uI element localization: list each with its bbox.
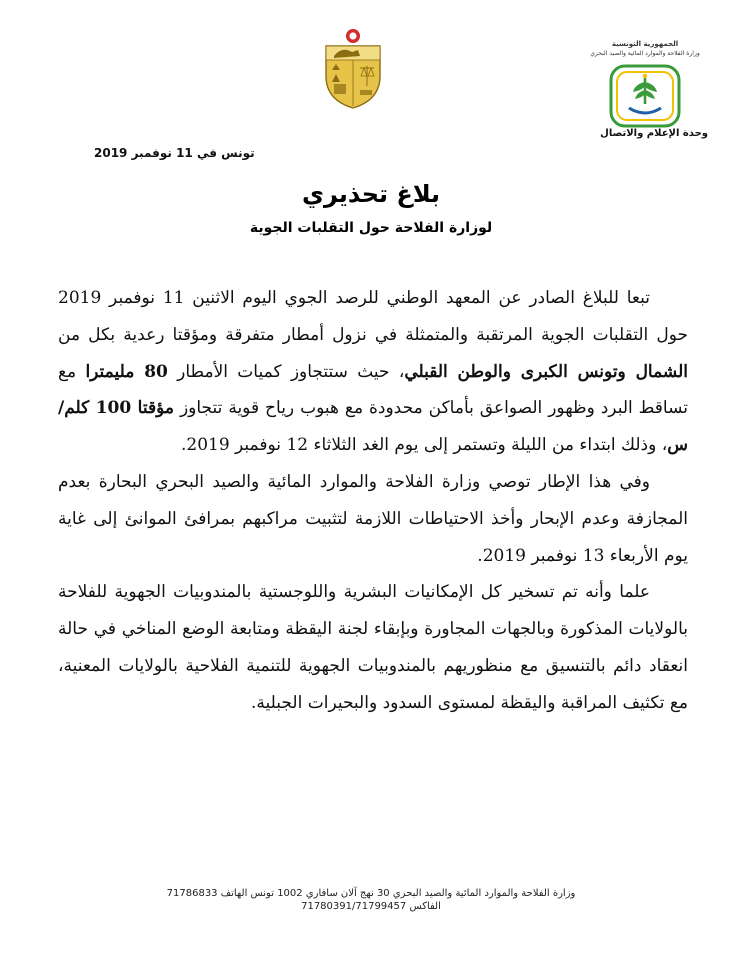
coat-of-arms-icon [320, 28, 386, 110]
p1-bold-wind: مؤقتا 100 كلم/س [58, 398, 688, 456]
unit-name: وحدة الإعلام والاتصال [600, 128, 708, 139]
p1-text-1: تبعا للبلاغ الصادر عن المعهد الوطني للرصد الجوي اليوم الاثنين 11 نوفمبر 2019 حول التقلبات الجوية المرتقبة والمتمثلة في نزول أمطار متفرقة ومؤقتا رعدية بكل من [58, 288, 688, 345]
ministry-line-1: الجمهورية التونسية [611, 40, 679, 48]
ministry-line-2: وزارة الفلاحة والموارد المائية والصيد البحري [590, 50, 700, 57]
footer-fax: الفاكس 71780391/71799457 [301, 901, 441, 912]
ministry-logo-icon [609, 64, 681, 128]
body-paragraph-3: علما وأنه تم تسخير كل الإمكانيات البشرية واللوجستية بالمندوبيات الجهوية للفلاحة بالولايات المذكورة وبالجهات المجاورة وبإبقاء لجنة اليقظة ومتابعة الوضع المناخي في حالة انعقاد دائم بالتنسيق مع منظوريهم بالمندوبيات الجهوية للتنمية الفلاحية بالولايات المعنية، مع تكثيف المراقبة واليقظة لمستوى السدود والبحيرات الجبلية. [58, 582, 688, 713]
date-line: تونس في 11 نوفمبر 2019 [94, 146, 255, 160]
p1-text-4: ، وذلك ابتداء من الليلة وتستمر إلى يوم الغد الثلاثاء 12 نوفمبر 2019. [180, 435, 668, 456]
footer [0, 887, 742, 913]
document-title: بلاغ تحذيري [301, 180, 441, 208]
body-paragraph-2: وفي هذا الإطار توصي وزارة الفلاحة والموارد المائية والصيد البحري البحارة بعدم المجازفة وعدم الإبحار وأخذ الاحتياطات اللازمة لتثبيت مراكبهم بمرافئ الموانئ إلى غاية يوم الأربعاء 13 نوفمبر 2019. [58, 471, 688, 566]
ministry-header [570, 40, 720, 128]
body-paragraph-1 [58, 280, 688, 464]
document-subtitle: لوزارة الفلاحة حول التقلبات الجوية [249, 220, 493, 236]
p1-text-3: مع تساقط البرد وظهور الصواعق بأماكن محدودة مع هبوب رياح قوية تتجاوز [58, 361, 689, 419]
p1-bold-rainfall: 80 مليمترا [85, 361, 168, 382]
document-body [58, 280, 688, 722]
footer-address: وزارة الفلاحة والموارد المائية والصيد البحري 30 نهج آلان سافاري 1002 تونس الهاتف 71786833 [166, 888, 576, 899]
p1-text-2: ، حيث ستتجاوز كميات الأمطار [167, 361, 405, 382]
p1-bold-regions: الشمال وتونس الكبرى والوطن القبلي [404, 361, 688, 382]
